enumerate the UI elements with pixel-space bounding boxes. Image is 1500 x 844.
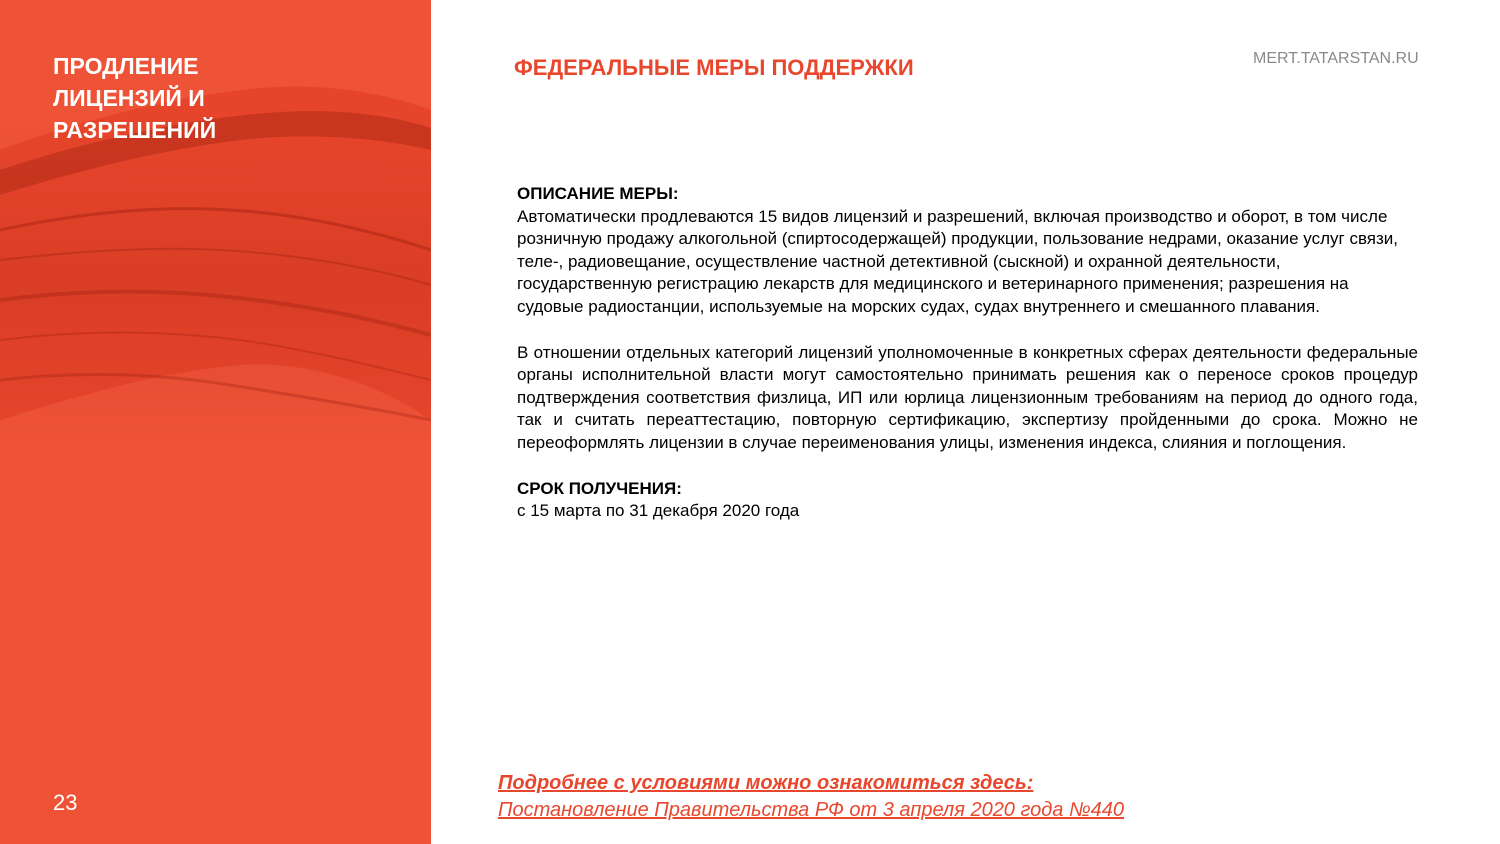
sidebar-panel <box>0 0 431 844</box>
site-url[interactable]: MERT.TATARSTAN.RU <box>1253 50 1419 67</box>
more-info-link[interactable]: Подробнее с условиями можно ознакомиться здесь: <box>498 772 1034 794</box>
document-link[interactable]: Постановление Правительства РФ от 3 апреля 2020 года №440 <box>498 799 1125 821</box>
footer-links <box>498 770 1124 824</box>
measure-content <box>517 183 1418 523</box>
description-label: ОПИСАНИЕ МЕРЫ: <box>517 184 679 203</box>
description-paragraph-1: Автоматически продлеваются 15 видов лицензий и разрешений, включая производство и оборот, в том числе розничную продажу алкогольной (спиртосодержащей) продукции, пользование недрами, оказание услуг связи, теле-, радиовещание, осуществление частной детективной (сыскной) и охранной деятельности, государственную регистрацию лекарств для медицинского и ветеринарного применения; разрешения на судовые радиостанции, используемые на морских судах, судах внутреннего и смешанного плавания. <box>517 206 1399 316</box>
term-label: СРОК ПОЛУЧЕНИЯ: <box>517 478 682 498</box>
page-number: 23 <box>53 790 78 815</box>
section-title: ПРОДЛЕНИЕ ЛИЦЕНЗИЙ И РАЗРЕШЕНИЙ <box>53 53 217 143</box>
term-value: с 15 марта по 31 декабря 2020 года <box>517 501 800 521</box>
page-title: ФЕДЕРАЛЬНЫЕ МЕРЫ ПОДДЕРЖКИ <box>514 55 914 80</box>
description-paragraph-2: В отношении отдельных категорий лицензий уполномоченные в конкретных сферах деятельности федеральные органы исполнительной власти могут самостоятельно принимать решения как о переносе сроков процедур подтверждения соответствия физлица, ИП или юрлица лицензионным требованиям на период до одного года, так и считать переаттестацию, повторную сертификацию, экспертизу пройденными до срока. Можно не переоформлять лицензии в случае переименования улицы, изменения индекса, слияния и поглощения. <box>517 342 1418 452</box>
